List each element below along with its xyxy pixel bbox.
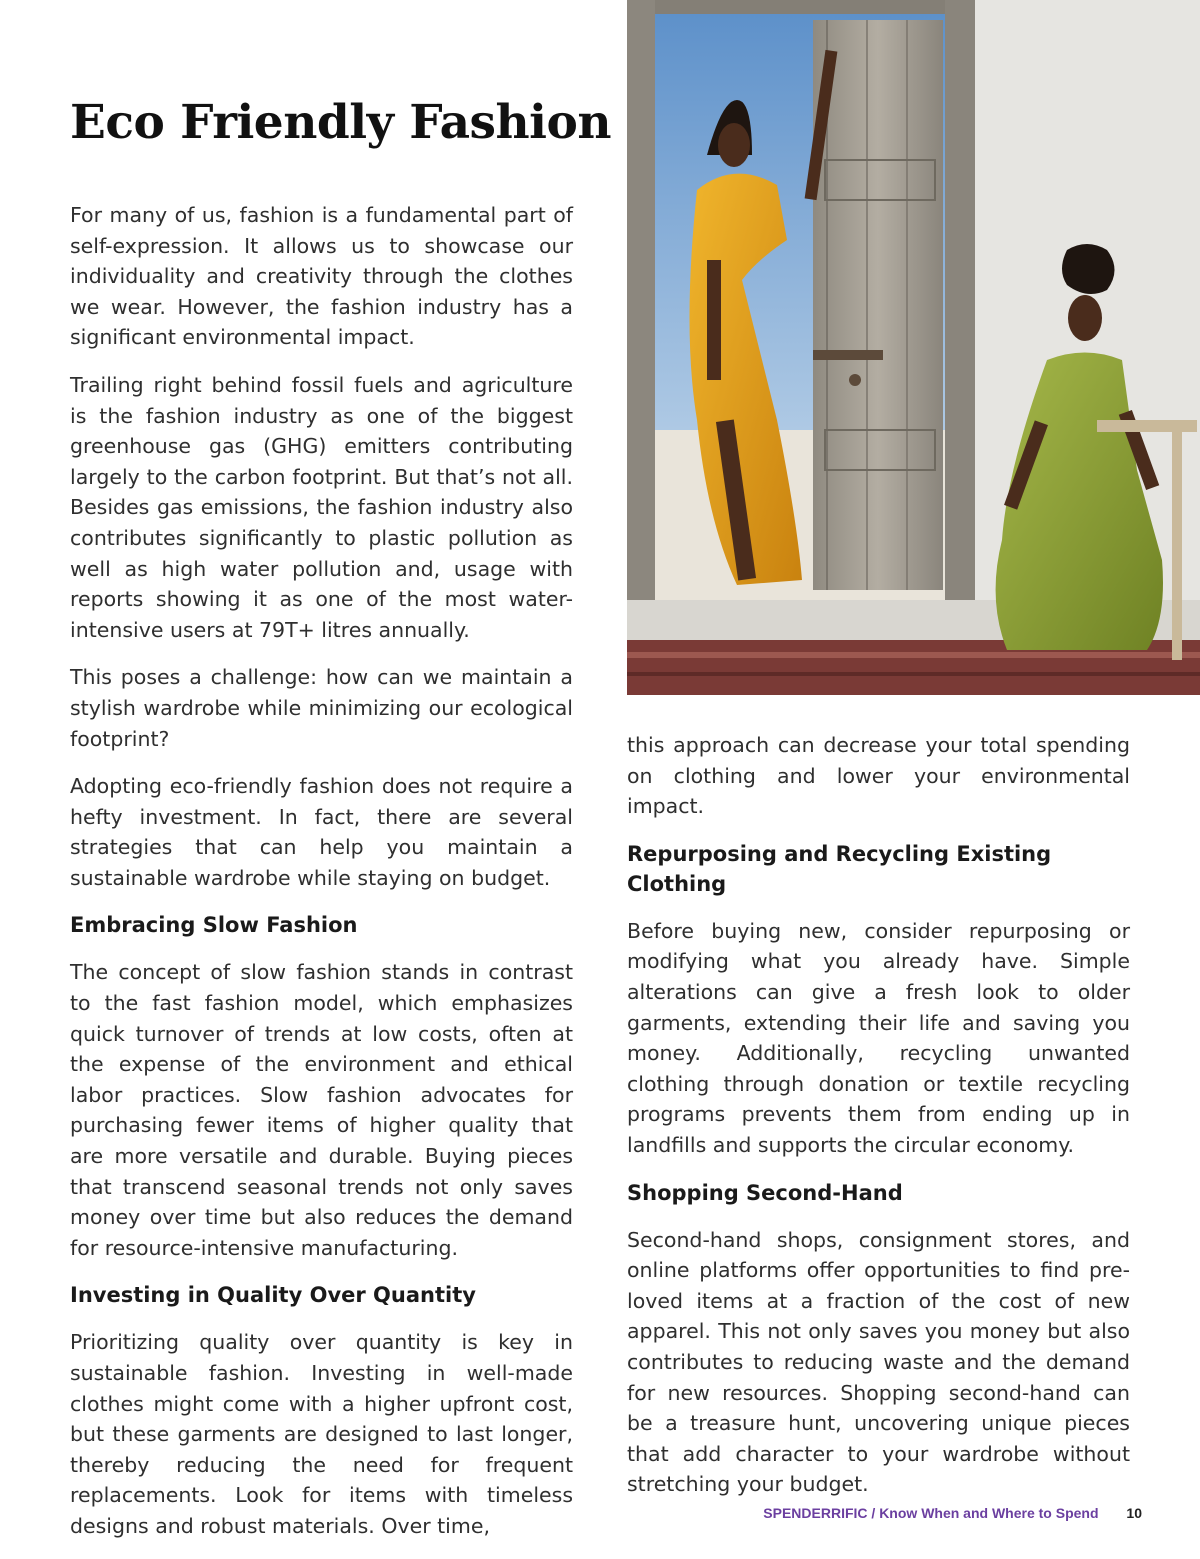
section-heading-repurposing: Repurposing and Recycling Existing Clothing <box>627 841 1052 896</box>
left-column <box>70 200 573 1559</box>
intro-paragraph: Adopting eco-friendly fashion does not require a hefty investment. In fact, there are several strategies that can help you maintain a sustainable wardrobe while staying on budget. <box>70 774 573 890</box>
page-number: 10 <box>1126 1505 1142 1521</box>
section-heading-second-hand: Shopping Second-Hand <box>627 1180 903 1205</box>
page-title: Eco Friendly Fashion <box>70 95 612 150</box>
intro-paragraph: Trailing right behind fossil fuels and agriculture is the fashion industry as one of the biggest greenhouse gas (GHG) emitters contributing largely to the carbon footprint. But that’s not all. Besides gas emissions, the fashion industry also contributes significantly to plastic pollution as well as high water pollution and, usage with reports showing it as one of the most water-intensive users at 79T+ litres annually. <box>70 372 573 642</box>
right-column <box>627 730 1130 1517</box>
section-heading-quality: Investing in Quality Over Quantity <box>70 1283 476 1308</box>
page-footer <box>763 1505 1142 1521</box>
section-body-quality: Prioritizing quality over quantity is key in sustainable fashion. Investing in well-made clothes might come with a higher upfront cost, but these garments are designed to last longer, thereby reducing the need for frequent replacements. Look for items with timeless designs and robust materials. Over time, <box>70 1330 573 1538</box>
fashion-photo <box>627 0 1200 695</box>
intro-paragraph: This poses a challenge: how can we maintain a stylish wardrobe while minimizing our ecological footprint? <box>70 665 573 751</box>
section-body-second-hand: Second-hand shops, consignment stores, and online platforms offer opportunities to find pre-loved items at a fraction of the cost of new apparel. This not only saves you money but also contributes to reducing waste and the demand for new resources. Shopping second-hand can be a treasure hunt, uncovering unique pieces that add character to your wardrobe without stretching your budget. <box>627 1227 1130 1497</box>
section-body-repurposing: Before buying new, consider repurposing or modifying what you already have. Simple alterations can give a fresh look to older garments, extending their life and saving you money. Additionally, recycling unwanted clothing through donation or textile recycling programs prevents them from ending up in landfills and supports the circular economy. <box>627 918 1130 1157</box>
intro-paragraph: For many of us, fashion is a fundamental part of self-expression. It allows us to showcase our individuality and creativity through the clothes we wear. However, the fashion industry has a significant environmental impact. <box>70 203 573 350</box>
publication-name: SPENDERRIFIC / Know When and Where to Spend <box>763 1505 1099 1521</box>
section-body-quality-continued: this approach can decrease your total spending on clothing and lower your environmental impact. <box>627 733 1130 819</box>
section-body-slow-fashion: The concept of slow fashion stands in contrast to the fast fashion model, which emphasizes quick turnover of trends at low costs, often at the expense of the environment and ethical labor practices. Slow fashion advocates for purchasing fewer items of higher quality that are more versatile and durable. Buying pieces that transcend seasonal trends not only saves money over time but also reduces the demand for resource-intensive manufacturing. <box>70 960 573 1260</box>
section-heading-slow-fashion: Embracing Slow Fashion <box>70 913 358 938</box>
